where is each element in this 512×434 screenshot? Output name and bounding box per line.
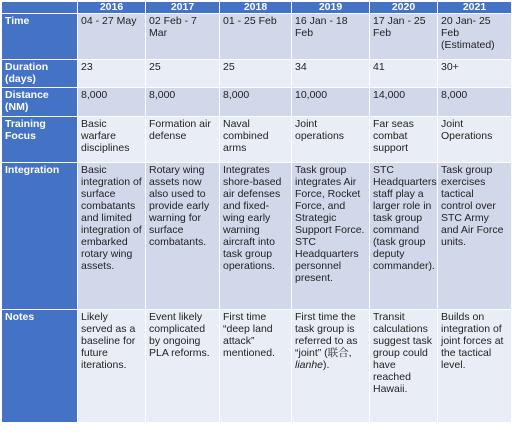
row-label-distance: Distance (NM) (2, 88, 78, 117)
cell-notes-2019 (292, 310, 370, 423)
cell-integration-2020: STC Headquarters staff play a larger role in task group command (task group deputy commander). (370, 163, 438, 310)
cell-focus-2021: Joint Operations (438, 117, 512, 163)
cell-notes-2016: Likely served as a baseline for future iterations. (78, 310, 146, 423)
row-label-notes: Notes (2, 310, 78, 423)
cell-focus-2017: Formation air defense (146, 117, 220, 163)
cell-time-2017: 02 Feb - 7 Mar (146, 14, 220, 60)
row-duration (2, 60, 512, 88)
cell-notes-2018: First time “deep land attack” mentioned. (220, 310, 292, 423)
year-header: 2019 (292, 2, 370, 14)
year-header: 2018 (220, 2, 292, 14)
cell-duration-2017: 25 (146, 60, 220, 88)
row-integration (2, 163, 512, 310)
notes-2019-text: First time the task group is referred to as “joint” (联合, (295, 311, 358, 359)
header-corner (2, 2, 78, 14)
row-label-training-focus: Training Focus (2, 117, 78, 163)
year-header: 2020 (370, 2, 438, 14)
cell-duration-2020: 41 (370, 60, 438, 88)
cell-time-2021: 20 Jan- 25 Feb (Estimated) (438, 14, 512, 60)
row-label-duration: Duration (days) (2, 60, 78, 88)
cell-time-2019: 16 Jan - 18 Feb (292, 14, 370, 60)
cell-time-2018: 01 - 25 Feb (220, 14, 292, 60)
cell-focus-2018: Naval combined arms (220, 117, 292, 163)
cell-integration-2021: Task group exercises tactical control over STC Army and Air Force units. (438, 163, 512, 310)
cell-focus-2020: Far seas combat support (370, 117, 438, 163)
cell-integration-2019: Task group integrates Air Force, Rocket Force, and Strategic Support Force. STC Headquarters personnel present. (292, 163, 370, 310)
header-row (2, 2, 512, 14)
exercise-comparison-table (1, 1, 512, 423)
cell-distance-2018: 8,000 (220, 88, 292, 117)
year-header: 2017 (146, 2, 220, 14)
cell-distance-2021: 8,000 (438, 88, 512, 117)
row-label-integration: Integration (2, 163, 78, 310)
row-time (2, 14, 512, 60)
notes-2019-italic: lianhe (295, 359, 324, 371)
cell-distance-2016: 8,000 (78, 88, 146, 117)
year-header: 2016 (78, 2, 146, 14)
cell-duration-2019: 34 (292, 60, 370, 88)
row-notes (2, 310, 512, 423)
cell-integration-2017: Rotary wing assets now also used to provide early warning for surface combatants. (146, 163, 220, 310)
cell-integration-2018: Integrates shore-based air defenses and fixed-wing early warning aircraft into task group operations. (220, 163, 292, 310)
cell-distance-2020: 14,000 (370, 88, 438, 117)
cell-focus-2016: Basic warfare disciplines (78, 117, 146, 163)
year-header: 2021 (438, 2, 512, 14)
cell-focus-2019: Joint operations (292, 117, 370, 163)
cell-duration-2018: 25 (220, 60, 292, 88)
cell-duration-2021: 30+ (438, 60, 512, 88)
row-distance (2, 88, 512, 117)
cell-distance-2017: 8,000 (146, 88, 220, 117)
row-training-focus (2, 117, 512, 163)
cell-time-2016: 04 - 27 May (78, 14, 146, 60)
cell-time-2020: 17 Jan - 25 Feb (370, 14, 438, 60)
cell-notes-2017: Event likely complicated by ongoing PLA reforms. (146, 310, 220, 423)
cell-duration-2016: 23 (78, 60, 146, 88)
cell-distance-2019: 10,000 (292, 88, 370, 117)
row-label-time: Time (2, 14, 78, 60)
cell-notes-2021: Builds on integration of joint forces at the tactical level. (438, 310, 512, 423)
cell-integration-2016: Basic integration of surface combatants and limited integration of embarked rotary wing assets. (78, 163, 146, 310)
cell-notes-2020: Transit calculations suggest task group could have reached Hawaii. (370, 310, 438, 423)
notes-2019-end: ). (323, 359, 330, 371)
